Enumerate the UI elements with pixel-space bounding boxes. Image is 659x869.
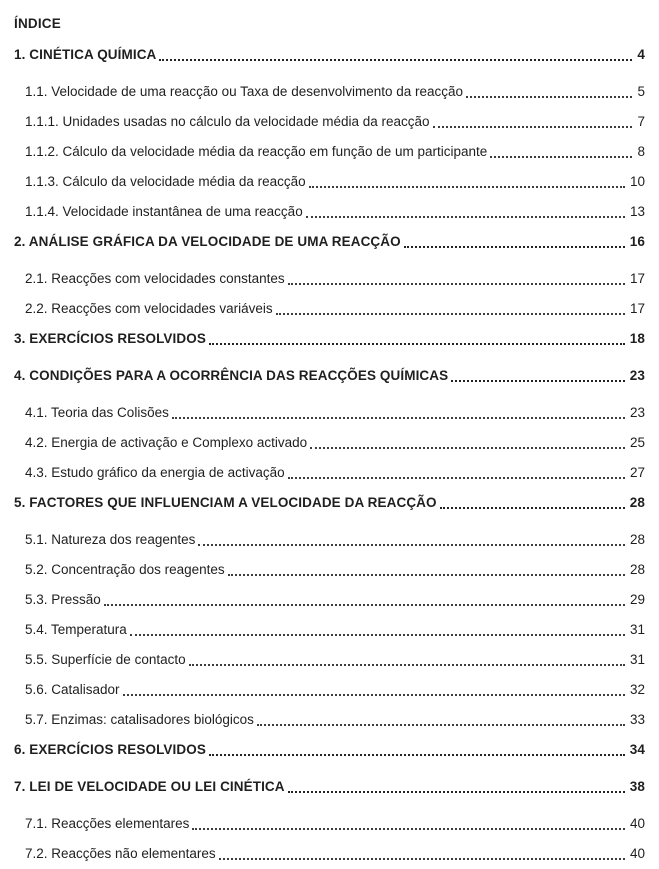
toc-entry[interactable]	[0, 562, 659, 577]
toc-entry[interactable]	[0, 234, 659, 249]
toc-entry-label: 7.1. Reacções elementares	[25, 816, 190, 831]
toc-entry[interactable]	[0, 465, 659, 480]
toc-entry-label: 1.1.3. Cálculo da velocidade média da reacção	[25, 174, 306, 189]
toc-page-number: 17	[629, 301, 645, 316]
dotted-leader	[228, 562, 625, 576]
toc-entry[interactable]	[0, 779, 659, 794]
toc-page-number: 17	[629, 271, 645, 286]
toc-page-number: 23	[629, 368, 645, 383]
dotted-leader	[198, 532, 625, 546]
toc-page-number: 40	[629, 846, 645, 861]
toc-page-number: 10	[629, 174, 645, 189]
toc-entry-label: 5.1. Natureza dos reagentes	[25, 532, 196, 547]
toc-entry-label: 4.3. Estudo gráfico da energia de activação	[25, 465, 285, 480]
toc-page-number: 28	[629, 532, 645, 547]
toc-entry-label: 1.1. Velocidade de uma reacção ou Taxa de desenvolvimento da reacção	[25, 84, 464, 99]
toc-entry[interactable]	[0, 816, 659, 831]
toc-page-number: 38	[629, 779, 645, 794]
dotted-leader	[192, 816, 625, 830]
toc-entry[interactable]	[0, 532, 659, 547]
dotted-leader	[172, 405, 625, 419]
toc-page-number: 32	[629, 682, 645, 697]
dotted-leader	[288, 465, 625, 479]
toc-entry-label: 5.2. Concentração dos reagentes	[25, 562, 225, 577]
toc-page-number: 8	[637, 144, 645, 159]
toc-entry[interactable]	[0, 114, 659, 129]
toc-entry[interactable]	[0, 405, 659, 420]
toc-list	[0, 47, 659, 861]
toc-entry-label: 4. CONDIÇÕES PARA A OCORRÊNCIA DAS REACÇÕES QUÍMICAS	[14, 368, 449, 383]
toc-entry[interactable]	[0, 712, 659, 727]
toc-entry-label: 5.7. Enzimas: catalisadores biológicos	[25, 712, 254, 727]
toc-entry-label: 1. CINÉTICA QUÍMICA	[14, 47, 157, 62]
toc-entry-label: 6. EXERCÍCIOS RESOLVIDOS	[14, 742, 206, 757]
toc-entry-label: 2.1. Reacções com velocidades constantes	[25, 271, 285, 286]
toc-page-number: 29	[629, 592, 645, 607]
dotted-leader	[104, 592, 625, 606]
dotted-leader	[189, 652, 625, 666]
toc-entry[interactable]	[0, 144, 659, 159]
toc-entry-label: 1.1.2. Cálculo da velocidade média da reacção em função de um participante	[25, 144, 488, 159]
toc-entry-label: 7.2. Reacções não elementares	[25, 846, 216, 861]
toc-page-number: 5	[637, 84, 645, 99]
dotted-leader	[288, 271, 625, 285]
toc-page-number: 28	[629, 562, 645, 577]
toc-page-number: 40	[629, 816, 645, 831]
toc-entry[interactable]	[0, 301, 659, 316]
toc-page-number: 33	[629, 712, 645, 727]
dotted-leader	[466, 84, 632, 98]
dotted-leader	[306, 204, 625, 218]
toc-page-number: 34	[629, 742, 645, 757]
toc-page-number: 7	[637, 114, 645, 129]
dotted-leader	[257, 712, 625, 726]
toc-entry[interactable]	[0, 495, 659, 510]
dotted-leader	[440, 495, 625, 509]
dotted-leader	[123, 682, 625, 696]
toc-entry-label: 2.2. Reacções com velocidades variáveis	[25, 301, 273, 316]
toc-page-number: 25	[629, 435, 645, 450]
toc-entry[interactable]	[0, 368, 659, 383]
dotted-leader	[433, 114, 633, 128]
toc-entry-label: 4.2. Energia de activação e Complexo activado	[25, 435, 308, 450]
toc-page-number: 18	[629, 331, 645, 346]
toc-page-number: 23	[629, 405, 645, 420]
toc-entry[interactable]	[0, 271, 659, 286]
toc-entry-label: 3. EXERCÍCIOS RESOLVIDOS	[14, 331, 206, 346]
toc-entry-label: 5.6. Catalisador	[25, 682, 120, 697]
toc-entry-label: 4.1. Teoria das Colisões	[25, 405, 169, 420]
dotted-leader	[276, 301, 625, 315]
toc-entry[interactable]	[0, 47, 659, 62]
toc-page-number: 31	[629, 652, 645, 667]
toc-page-number: 16	[629, 234, 645, 249]
toc-entry[interactable]	[0, 331, 659, 346]
dotted-leader	[288, 779, 625, 793]
toc-entry[interactable]	[0, 622, 659, 637]
toc-entry-label: 1.1.1. Unidades usadas no cálculo da velocidade média da reacção	[25, 114, 430, 129]
dotted-leader	[310, 435, 625, 449]
dotted-leader	[219, 846, 625, 860]
dotted-leader	[209, 331, 625, 345]
dotted-leader	[209, 742, 625, 756]
toc-page-number: 31	[629, 622, 645, 637]
dotted-leader	[130, 622, 625, 636]
toc-entry[interactable]	[0, 435, 659, 450]
toc-entry[interactable]	[0, 846, 659, 861]
toc-entry[interactable]	[0, 204, 659, 219]
toc-entry[interactable]	[0, 652, 659, 667]
toc-entry-label: 7. LEI DE VELOCIDADE OU LEI CINÉTICA	[14, 779, 285, 794]
dotted-leader	[490, 144, 632, 158]
toc-entry-label: 5.4. Temperatura	[25, 622, 127, 637]
toc-page-number: 13	[629, 204, 645, 219]
toc-entry[interactable]	[0, 742, 659, 757]
toc-entry[interactable]	[0, 682, 659, 697]
toc-entry[interactable]	[0, 84, 659, 99]
dotted-leader	[159, 47, 632, 61]
toc-entry[interactable]	[0, 592, 659, 607]
toc-entry-label: 1.1.4. Velocidade instantânea de uma reacção	[25, 204, 303, 219]
toc-entry-label: 5.3. Pressão	[25, 592, 101, 607]
toc-entry-label: 5. FACTORES QUE INFLUENCIAM A VELOCIDADE DA REACÇÃO	[14, 495, 437, 510]
toc-page-number: 27	[629, 465, 645, 480]
dotted-leader	[309, 174, 625, 188]
toc-title: ÍNDICE	[14, 16, 61, 31]
dotted-leader	[404, 234, 625, 248]
toc-page-number: 4	[637, 47, 645, 62]
toc-entry[interactable]	[0, 174, 659, 189]
toc-entry-label: 5.5. Superfície de contacto	[25, 652, 186, 667]
toc-page-number: 28	[629, 495, 645, 510]
dotted-leader	[451, 368, 625, 382]
toc-entry-label: 2. ANÁLISE GRÁFICA DA VELOCIDADE DE UMA REACÇÃO	[14, 234, 401, 249]
